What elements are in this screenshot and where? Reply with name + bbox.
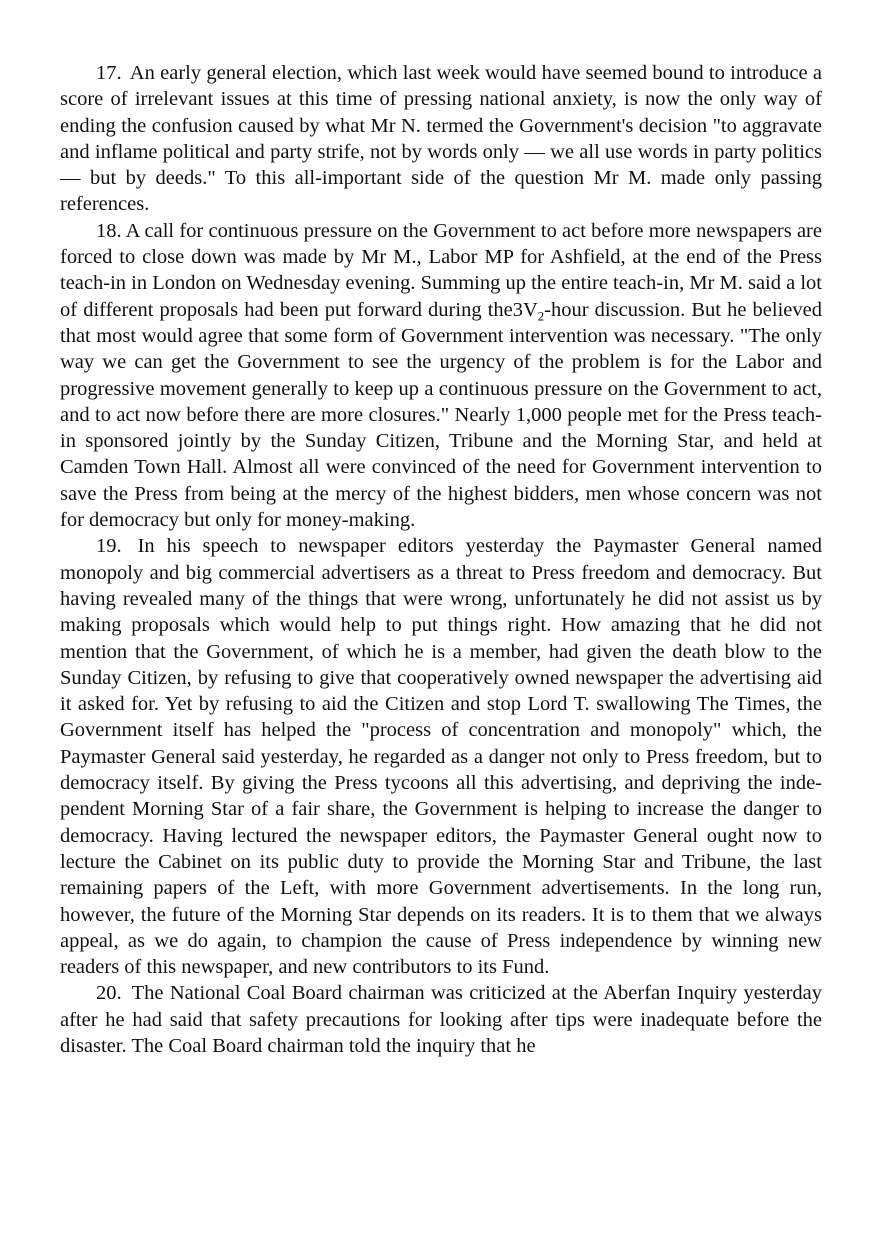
paragraph-17	[60, 60, 822, 218]
paragraph-18	[60, 218, 822, 534]
document-page	[60, 60, 822, 1059]
subscript-two: 2	[537, 309, 545, 324]
paragraph-text: In his speech to newspaper editors yesterday the Paymaster General named monopoly and big commercial advertisers as a threat to Press freedom and democracy. But having revealed many of the things that were wrong, unfortunately he did not assist us by making proposals which would help to put things right. How amazing that he did not mention that the Government, of which he is a member, had given the death blow to the Sunday Citizen, by refusing to give that cooperatively owned newspaper the advertising aid it asked for. Yet by refusing to aid the Citizen and stop Lord T. swallowing The Times, the Government itself has helped the "process of concentration and monopoly" which, the Paymaster General said yesterday, he regarded as a danger not only to Press freedom, but to democracy itself. By giving the Press tycoons all this advertising, and depriving the independent Morning Star of a fair share, the Government is helping to increase the danger to democracy. Having lectured the newspaper editors, the Paymaster General ought now to lecture the Cabinet on its public duty to provide the Morning Star and Tribune, the last remaining papers of the Left, with more Government advertisements. In the long run, however, the future of the Morning Star depends on its readers. It is to them that we always appeal, as we do again, to champion the cause of Press independence by winning new readers of this newspaper, and new contributors to its Fund.	[60, 535, 823, 979]
paragraph-20	[60, 980, 822, 1059]
paragraph-19	[60, 533, 822, 980]
paragraph-number: 19.	[96, 535, 122, 558]
paragraph-text: An early general election, which last week would have seemed bound to introduce a score of irrelevant issues at this time of pressing national anxiety, is now the only way of ending the confusion caused by what Mr N. termed the Government's decision "to aggravate and inflame political and party strife, not by words only — we all use words in party politics — but by deeds." To this all-important side of the question Mr M. made only passing references.	[60, 62, 822, 216]
paragraph-text: The National Coal Board chairman was criticized at the Aberfan Inquiry yesterday after he had said that safety precautions for looking after tips were inadequate before the disaster. The Coal Board chairman told the inquiry that he	[60, 982, 822, 1057]
paragraph-text-part-2: -hour discussion. But he believed that most would agree that some form of Government intervention was necessary. "The only way we can get the Government to see the urgency of the problem is for the Labor and progressive movement generally to keep up a continuous pressure on the Government to act, and to act now before there are more closures." Nearly 1,000 people met for the Press teach-in sponsored jointly by the Sunday Citizen, Tribune and the Morning Star, and held at Camden Town Hall. Almost all were convinced of the need for Government intervention to save the Press from being at the mercy of the highest bidders, men whose concern was not for democracy but only for money-making.	[60, 298, 822, 532]
paragraph-text-part-1: A call for continuous pressure on the Government to act before more newspapers are forced to close down was made by Mr M., Labor MP for Ashfield, at the end of the Press teach-in in London on Wednesday evening. Summing up the entire teach-in, Mr M. said a lot of different proposals had been put forward during the3V	[60, 219, 822, 321]
paragraph-number: 17.	[96, 62, 122, 84]
paragraph-number: 20.	[96, 982, 122, 1005]
paragraph-number: 18.	[96, 219, 122, 242]
